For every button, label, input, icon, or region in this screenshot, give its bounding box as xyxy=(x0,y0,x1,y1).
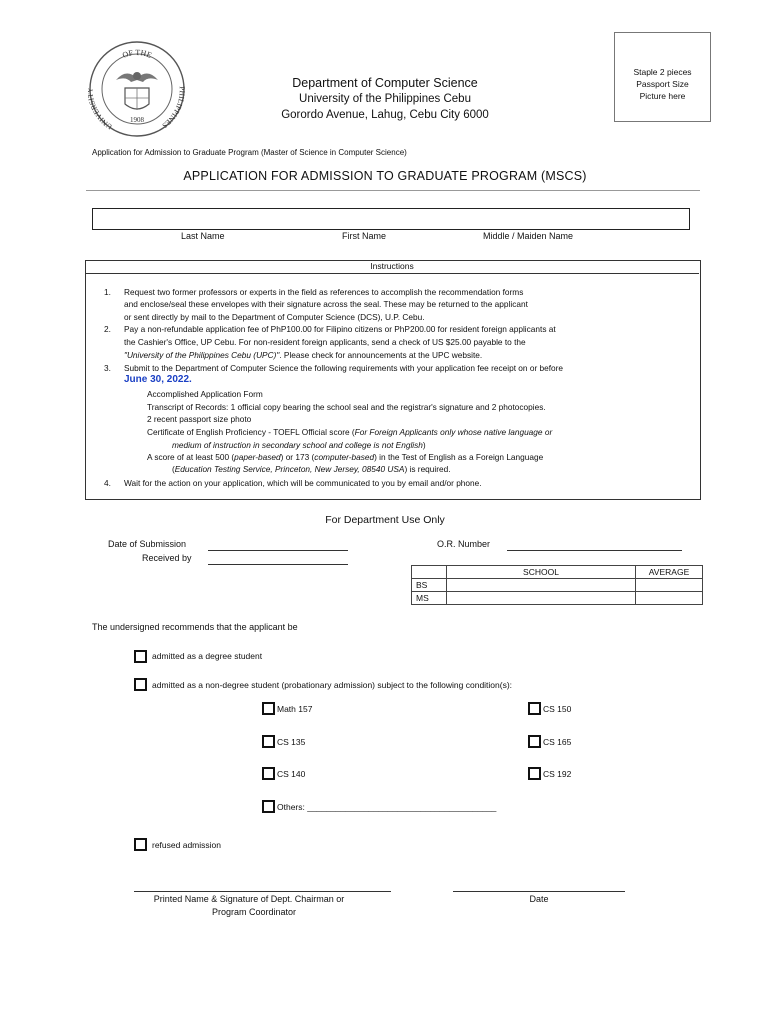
toefl-a: A score of at least 500 ( xyxy=(147,452,235,462)
instruction-2-line-2: the Cashier's Office, UP Cebu. For non-resident foreign applicants, send a check of US $25.00 payable to the xyxy=(124,337,526,347)
option-nondegree-label: admitted as a non-degree student (probationary admission) subject to the following condition(s): xyxy=(152,680,513,690)
page-title: APPLICATION FOR ADMISSION TO GRADUATE PROGRAM (MSCS) xyxy=(183,169,587,183)
table-header-cell xyxy=(412,566,447,579)
checkbox-icon xyxy=(262,735,275,748)
toefl-e: ) in the Test of English as a Foreign Language xyxy=(374,452,544,462)
photo-line-1: Staple 2 pieces xyxy=(633,67,692,77)
requirement-english-cont xyxy=(172,439,426,452)
course-cs150-label: CS 150 xyxy=(543,704,572,714)
table-row xyxy=(412,579,703,592)
instruction-1-line-3: or sent directly by mail to the Department of Computer Science (DCS), U.P. Cebu. xyxy=(124,312,425,322)
others-label: Others: ________________________________________ xyxy=(277,802,497,812)
toefl-c: ) or 173 ( xyxy=(280,452,315,462)
deadline-date: June 30, 2022. xyxy=(124,374,192,385)
instruction-3-line-1: Submit to the Department of Computer Science the following requirements with your application fee receipt on or before xyxy=(124,363,564,373)
date-submission-label: Date of Submission xyxy=(108,539,187,549)
last-name-label: Last Name xyxy=(181,231,225,241)
checkbox-icon xyxy=(262,767,275,780)
toefl-h: ) is required. xyxy=(404,464,451,474)
university-seal xyxy=(88,40,186,138)
english-text-b: For Foreign Applicants only whose native language or xyxy=(354,427,553,437)
course-cs192-label: CS 192 xyxy=(543,769,572,779)
course-cs135-label: CS 135 xyxy=(277,737,306,747)
item-number-3: 3. xyxy=(104,363,111,373)
or-number-label: O.R. Number xyxy=(437,539,491,549)
photo-instructions xyxy=(615,66,710,102)
upc-note: . Please check for announcements at the UPC website. xyxy=(279,350,483,360)
svg-text:PHILIPPINES xyxy=(160,86,186,130)
bs-average-cell[interactable] xyxy=(636,579,703,592)
photo-placeholder-box xyxy=(614,32,711,122)
instruction-2-line-3 xyxy=(124,349,482,362)
instruction-1-line-1: Request two former professors or experts in the field as references to accomplish the recommendation forms xyxy=(124,287,524,297)
checkbox-icon xyxy=(528,767,541,780)
toefl-d: computer-based xyxy=(314,452,375,462)
option-refused-label: refused admission xyxy=(152,840,221,850)
table-header-average: AVERAGE xyxy=(636,566,703,579)
applicant-name-field[interactable] xyxy=(92,208,690,230)
course-math157-label: Math 157 xyxy=(277,704,313,714)
toefl-f: ( xyxy=(172,464,175,474)
checkbox-cs150[interactable] xyxy=(528,702,541,720)
or-number-field[interactable] xyxy=(507,550,682,551)
checkbox-icon xyxy=(134,678,147,691)
checkbox-icon xyxy=(262,702,275,715)
checkbox-others[interactable] xyxy=(262,800,275,818)
checkbox-cs140[interactable] xyxy=(262,767,275,785)
checkbox-icon xyxy=(528,735,541,748)
requirement-toefl xyxy=(147,451,543,464)
table-header-row xyxy=(412,566,703,579)
requirement-photo: 2 recent passport size photo xyxy=(147,414,252,424)
checkbox-refused[interactable] xyxy=(134,838,147,856)
item-number-4: 4. xyxy=(104,478,111,488)
toefl-g: Education Testing Service, Princeton, New Jersey, 08540 USA xyxy=(174,464,405,474)
grades-table xyxy=(411,565,703,605)
recommend-intro: The undersigned recommends that the applicant be xyxy=(92,622,298,632)
middle-name-label: Middle / Maiden Name xyxy=(483,231,574,241)
instruction-2-line-1: Pay a non-refundable application fee of PhP100.00 for Filipino citizens or PhP200.00 for resident foreign applicants at xyxy=(124,324,556,334)
checkbox-cs135[interactable] xyxy=(262,735,275,753)
bs-school-cell[interactable] xyxy=(447,579,636,592)
toefl-b: paper-based xyxy=(234,452,281,462)
checkbox-cs165[interactable] xyxy=(528,735,541,753)
item-number-1: 1. xyxy=(104,287,111,297)
svg-text:OF THE xyxy=(121,48,153,60)
ms-school-cell[interactable] xyxy=(447,592,636,605)
english-text-d: ) xyxy=(422,440,426,450)
svg-text:UNIVERSITY xyxy=(88,87,114,132)
checkbox-icon xyxy=(134,650,147,663)
requirement-english xyxy=(147,426,552,439)
table-row xyxy=(412,592,703,605)
photo-line-2: Passport Size xyxy=(636,79,689,89)
department-use-heading: For Department Use Only xyxy=(325,514,445,526)
checkbox-degree[interactable] xyxy=(134,650,147,668)
university-name: University of the Philippines Cebu xyxy=(299,93,471,105)
date-submission-field[interactable] xyxy=(208,550,348,551)
english-text-c: medium of instruction in secondary school and college is not English xyxy=(172,440,423,450)
date-signature-line[interactable] xyxy=(453,891,625,892)
english-text-a: Certificate of English Proficiency - TOEFL Official score ( xyxy=(147,427,355,437)
seal-year: 1908 xyxy=(130,116,144,124)
signature-label-line-2: Program Coordinator xyxy=(211,907,297,917)
option-degree-label: admitted as a degree student xyxy=(152,651,263,661)
checkbox-math157[interactable] xyxy=(262,702,275,720)
seal-left-text: UNIVERS xyxy=(88,99,114,132)
checkbox-icon xyxy=(262,800,275,813)
checkbox-nondegree[interactable] xyxy=(134,678,147,696)
received-by-label: Received by xyxy=(142,553,192,563)
title-divider xyxy=(86,190,700,191)
university-address: Gorordo Avenue, Lahug, Cebu City 6000 xyxy=(281,109,489,121)
instructions-heading: Instructions xyxy=(85,260,699,274)
ms-average-cell[interactable] xyxy=(636,592,703,605)
table-header-school: SCHOOL xyxy=(447,566,636,579)
course-cs140-label: CS 140 xyxy=(277,769,306,779)
date-label: Date xyxy=(529,894,549,904)
department-name: Department of Computer Science xyxy=(292,76,478,90)
photo-line-3: Picture here xyxy=(639,91,686,101)
signature-label-line-1: Printed Name & Signature of Dept. Chairman or xyxy=(153,894,345,904)
requirement-toefl-cont xyxy=(172,463,451,476)
first-name-label: First Name xyxy=(342,231,387,241)
seal-top-text: OF THE xyxy=(121,47,153,60)
checkbox-cs192[interactable] xyxy=(528,767,541,785)
seal-right-text: PHILIPPINES xyxy=(160,86,186,131)
instruction-1-line-2: and enclose/seal these envelopes with their signature across the seal. These may be returned to the applicant xyxy=(124,299,528,309)
item-number-2: 2. xyxy=(104,324,111,334)
course-cs165-label: CS 165 xyxy=(543,737,572,747)
checkbox-icon xyxy=(528,702,541,715)
row-label-bs: BS xyxy=(412,579,447,592)
chairman-signature-line[interactable] xyxy=(134,891,391,892)
requirement-transcript: Transcript of Records: 1 official copy bearing the school seal and the registrar's signature and 2 photocopies. xyxy=(147,402,546,412)
received-by-field[interactable] xyxy=(208,564,348,565)
instruction-4-line-1: Wait for the action on your application, which will be communicated to you by email and/or phone. xyxy=(124,478,482,488)
checkbox-icon xyxy=(134,838,147,851)
upc-payee: "University of the Philippines Cebu (UPC)" xyxy=(124,350,280,360)
row-label-ms: MS xyxy=(412,592,447,605)
requirement-form: Accomplished Application Form xyxy=(147,389,263,399)
form-reference: Application for Admission to Graduate Program (Master of Science in Computer Science) xyxy=(92,148,407,157)
